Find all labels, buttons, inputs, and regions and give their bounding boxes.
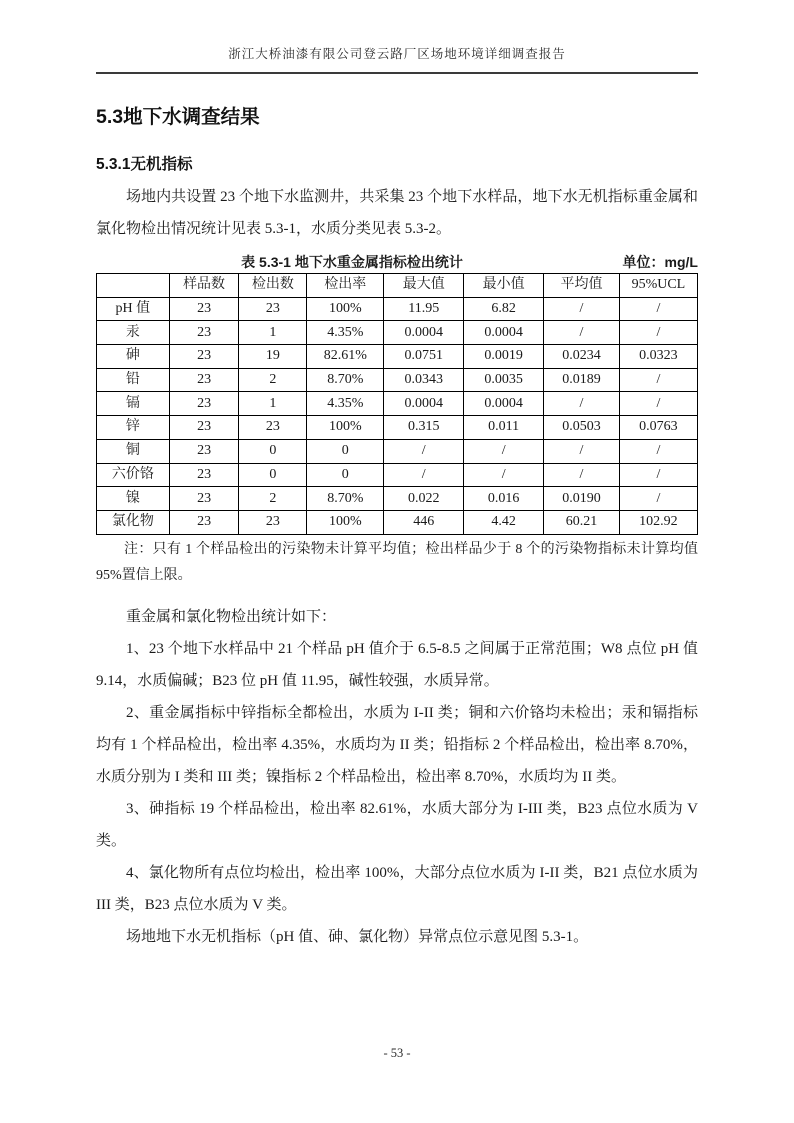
row-label: 六价铬 bbox=[97, 463, 170, 487]
table-header-cell: 最大值 bbox=[384, 274, 464, 298]
table-row bbox=[97, 345, 698, 369]
groundwater-metals-table bbox=[96, 273, 698, 535]
table-cell: 102.92 bbox=[619, 510, 697, 534]
table-cell: 6.82 bbox=[464, 297, 544, 321]
table-cell: 8.70% bbox=[307, 368, 384, 392]
table-cell: 23 bbox=[169, 321, 239, 345]
table-cell: 0.315 bbox=[384, 416, 464, 440]
table-cell: 0.022 bbox=[384, 487, 464, 511]
table-cell: 0.0004 bbox=[384, 392, 464, 416]
table-cell: 23 bbox=[169, 463, 239, 487]
table-cell: 0 bbox=[239, 439, 307, 463]
table-cell: 0.016 bbox=[464, 487, 544, 511]
table-cell: / bbox=[544, 297, 620, 321]
row-label: 镉 bbox=[97, 392, 170, 416]
row-label: pH 值 bbox=[97, 297, 170, 321]
table-cell: 100% bbox=[307, 510, 384, 534]
table-cell: / bbox=[619, 368, 697, 392]
table-cell: / bbox=[544, 463, 620, 487]
table-header-cell: 平均值 bbox=[544, 274, 620, 298]
table-cell: / bbox=[619, 439, 697, 463]
paragraph: 2、重金属指标中锌指标全都检出，水质为 I-II 类；铜和六价铬均未检出；汞和镉指标均有 1 个样品检出，检出率 4.35%，水质均为 II 类；铅指标 2 个样品检出，检出率 8.70%，水质分别为 I 类和 III 类；镍指标 2 个样品检出，检出率 8.70%，水质均为 II 类。 bbox=[96, 704, 698, 785]
table-row bbox=[97, 510, 698, 534]
table-row bbox=[97, 439, 698, 463]
table-cell: / bbox=[384, 463, 464, 487]
table-cell: 19 bbox=[239, 345, 307, 369]
table-row bbox=[97, 487, 698, 511]
table-cell: / bbox=[619, 463, 697, 487]
table-cell: 446 bbox=[384, 510, 464, 534]
table-row bbox=[97, 463, 698, 487]
table-cell: 23 bbox=[239, 297, 307, 321]
table-cell: / bbox=[619, 392, 697, 416]
row-label: 氯化物 bbox=[97, 510, 170, 534]
paragraph: 1、23 个地下水样品中 21 个样品 pH 值介于 6.5-8.5 之间属于正常范围；W8 点位 pH 值 9.14，水质偏碱；B23 位 pH 值 11.95，碱性较强，水质异常。 bbox=[96, 640, 698, 689]
table-cell: 0.0763 bbox=[619, 416, 697, 440]
table-cell: 100% bbox=[307, 297, 384, 321]
table-cell: 60.21 bbox=[544, 510, 620, 534]
body-text-block bbox=[96, 601, 698, 953]
row-label: 锌 bbox=[97, 416, 170, 440]
row-label: 铜 bbox=[97, 439, 170, 463]
table-cell: 4.42 bbox=[464, 510, 544, 534]
table-cell: / bbox=[619, 297, 697, 321]
table-header-cell: 检出数 bbox=[239, 274, 307, 298]
table-header-cell: 检出率 bbox=[307, 274, 384, 298]
table-cell: 0.0343 bbox=[384, 368, 464, 392]
table-note: 注：只有 1 个样品检出的污染物未计算平均值；检出样品少于 8 个的污染物指标未计算均值 95%置信上限。 bbox=[96, 541, 698, 583]
table-cell: 0.0004 bbox=[464, 392, 544, 416]
table-cell: 23 bbox=[169, 345, 239, 369]
table-cell: / bbox=[464, 439, 544, 463]
table-header-row bbox=[97, 274, 698, 298]
paragraph: 场地地下水无机指标（pH 值、砷、氯化物）异常点位示意见图 5.3-1。 bbox=[126, 928, 589, 945]
table-cell: 0 bbox=[307, 439, 384, 463]
table-cell: 1 bbox=[239, 392, 307, 416]
table-cell: 23 bbox=[169, 368, 239, 392]
subsection-title: 5.3.1无机指标 bbox=[96, 156, 193, 173]
table-cell: 0.0189 bbox=[544, 368, 620, 392]
header-rule bbox=[96, 72, 698, 74]
table-cell: 0.0503 bbox=[544, 416, 620, 440]
table-cell: / bbox=[544, 321, 620, 345]
paragraph: 重金属和氯化物检出统计如下： bbox=[126, 608, 337, 625]
table-cell: 100% bbox=[307, 416, 384, 440]
row-label: 镍 bbox=[97, 487, 170, 511]
intro-paragraph: 场地内共设置 23 个地下水监测井，共采集 23 个地下水样品，地下水无机指标重金属和氯化物检出情况统计见表 5.3-1，水质分类见表 5.3-2。 bbox=[96, 189, 698, 237]
table-row bbox=[97, 368, 698, 392]
table-cell: 23 bbox=[169, 439, 239, 463]
table-cell: 2 bbox=[239, 368, 307, 392]
row-label: 铅 bbox=[97, 368, 170, 392]
table-cell: 23 bbox=[169, 297, 239, 321]
section-title: 5.3地下水调查结果 bbox=[96, 106, 260, 128]
table-header-cell: 样品数 bbox=[169, 274, 239, 298]
row-label: 汞 bbox=[97, 321, 170, 345]
table-cell: 23 bbox=[169, 510, 239, 534]
table-caption-row bbox=[96, 251, 698, 273]
table-cell: / bbox=[384, 439, 464, 463]
table-cell: 0.0019 bbox=[464, 345, 544, 369]
table-header-cell: 95%UCL bbox=[619, 274, 697, 298]
table-cell: / bbox=[464, 463, 544, 487]
table-row bbox=[97, 297, 698, 321]
table-cell: 0.0323 bbox=[619, 345, 697, 369]
table-cell: / bbox=[619, 487, 697, 511]
table-cell: / bbox=[544, 439, 620, 463]
table-cell: 23 bbox=[169, 392, 239, 416]
table-cell: 0.0234 bbox=[544, 345, 620, 369]
table-cell: 8.70% bbox=[307, 487, 384, 511]
table-cell: 4.35% bbox=[307, 321, 384, 345]
table-cell: 4.35% bbox=[307, 392, 384, 416]
table-row bbox=[97, 321, 698, 345]
table-cell: 0.0035 bbox=[464, 368, 544, 392]
table-cell: 0.011 bbox=[464, 416, 544, 440]
table-unit-label: 单位：mg/L bbox=[622, 254, 698, 270]
table-cell: 11.95 bbox=[384, 297, 464, 321]
table-cell: 0.0190 bbox=[544, 487, 620, 511]
paragraph: 3、砷指标 19 个样品检出，检出率 82.61%，水质大部分为 I-III 类，B23 点位水质为 V 类。 bbox=[96, 800, 698, 849]
table-cell: 2 bbox=[239, 487, 307, 511]
table-cell: 0.0751 bbox=[384, 345, 464, 369]
table-row bbox=[97, 416, 698, 440]
table-cell: 23 bbox=[169, 487, 239, 511]
table-cell: 23 bbox=[169, 416, 239, 440]
table-cell: 0 bbox=[239, 463, 307, 487]
table-header-cell: 最小值 bbox=[464, 274, 544, 298]
table-cell: 0 bbox=[307, 463, 384, 487]
table-header-cell bbox=[97, 274, 170, 298]
table-cell: / bbox=[619, 321, 697, 345]
page-number: - 53 - bbox=[383, 1046, 411, 1060]
row-label: 砷 bbox=[97, 345, 170, 369]
table-cell: 0.0004 bbox=[384, 321, 464, 345]
table-cell: 1 bbox=[239, 321, 307, 345]
table-cell: / bbox=[544, 392, 620, 416]
paragraph: 4、氯化物所有点位均检出，检出率 100%，大部分点位水质为 I-II 类，B21 点位水质为 III 类，B23 点位水质为 V 类。 bbox=[96, 864, 698, 913]
table-cell: 0.0004 bbox=[464, 321, 544, 345]
table-cell: 23 bbox=[239, 416, 307, 440]
running-header: 浙江大桥油漆有限公司登云路厂区场地环境详细调查报告 bbox=[228, 47, 566, 61]
table-row bbox=[97, 392, 698, 416]
table-cell: 82.61% bbox=[307, 345, 384, 369]
table-caption: 表 5.3-1 地下水重金属指标检出统计 bbox=[241, 254, 463, 270]
table-cell: 23 bbox=[239, 510, 307, 534]
